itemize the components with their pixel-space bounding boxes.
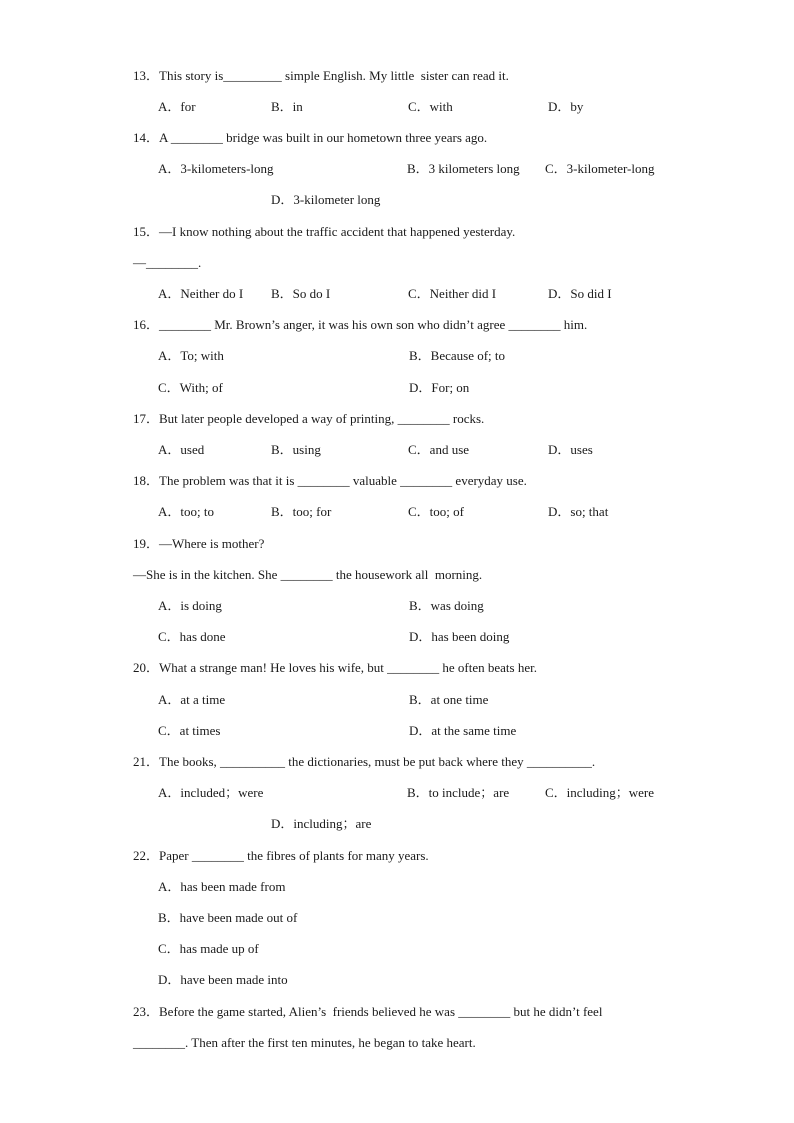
question-18-option-a[interactable]: A．too; to: [158, 504, 214, 519]
question-17-option-c[interactable]: C．and use: [408, 442, 470, 457]
question-20-option-b[interactable]: B．at one time: [409, 692, 489, 707]
question-22-option-a[interactable]: A．has been made from: [158, 879, 286, 894]
question-22-option-b[interactable]: B．have been made out of: [158, 910, 298, 925]
question-21-option-b[interactable]: B．to include；are: [407, 785, 510, 800]
question-21-option-a[interactable]: A．included；were: [158, 785, 264, 800]
question-22-stem: 22．Paper ________ the fibres of plants for many years.: [133, 848, 429, 863]
question-14-stem: 14．A ________ bridge was built in our hometown three years ago.: [133, 130, 488, 145]
question-16-stem: 16．________ Mr. Brown’s anger, it was his own son who didn’t agree ________ him.: [133, 317, 588, 332]
question-19-option-c[interactable]: C．has done: [158, 629, 226, 644]
question-16-option-a[interactable]: A．To; with: [158, 348, 224, 363]
question-15-option-b[interactable]: B．So do I: [271, 286, 331, 301]
question-14-option-b[interactable]: B．3 kilometers long: [407, 161, 520, 176]
question-15-option-d[interactable]: D．So did I: [548, 286, 612, 301]
question-17-option-a[interactable]: A．used: [158, 442, 205, 457]
question-17-option-d[interactable]: D．uses: [548, 442, 593, 457]
question-13-option-b[interactable]: B．in: [271, 99, 303, 114]
question-21-option-d[interactable]: D．including；are: [271, 816, 372, 831]
question-14-option-d[interactable]: D．3-kilometer long: [271, 192, 381, 207]
question-18-stem: 18．The problem was that it is ________ valuable ________ everyday use.: [133, 473, 527, 488]
question-20-option-d[interactable]: D．at the same time: [409, 723, 517, 738]
question-20-stem: 20．What a strange man! He loves his wife, but ________ he often beats her.: [133, 660, 537, 675]
question-16-option-d[interactable]: D．For; on: [409, 380, 470, 395]
question-19-option-b[interactable]: B．was doing: [409, 598, 484, 613]
question-13-option-a[interactable]: A．for: [158, 99, 196, 114]
question-21-option-c[interactable]: C．including；were: [545, 785, 655, 800]
question-19-option-a[interactable]: A．is doing: [158, 598, 222, 613]
question-18-option-b[interactable]: B．too; for: [271, 504, 332, 519]
question-15-stem: 15．—I know nothing about the traffic accident that happened yesterday.: [133, 224, 516, 239]
question-22-option-d[interactable]: D．have been made into: [158, 972, 288, 987]
question-23-stem: 23．Before the game started, Alien’s friends believed he was ________ but he didn’t feel: [133, 1004, 603, 1019]
question-15-option-c[interactable]: C．Neither did I: [408, 286, 497, 301]
question-15-response: —________.: [133, 255, 202, 270]
question-19-stem: 19．—Where is mother?: [133, 536, 265, 551]
question-13-stem: 13．This story is_________ simple English. My little sister can read it.: [133, 68, 509, 83]
question-16-option-b[interactable]: B．Because of; to: [409, 348, 506, 363]
question-14-option-a[interactable]: A．3-kilometers-long: [158, 161, 274, 176]
question-19-response: —She is in the kitchen. She ________ the housework all morning.: [133, 567, 483, 582]
question-17-option-b[interactable]: B．using: [271, 442, 321, 457]
question-15-option-a[interactable]: A．Neither do I: [158, 286, 244, 301]
question-21-stem: 21．The books, __________ the dictionaries, must be put back where they __________.: [133, 754, 596, 769]
question-13-option-c[interactable]: C．with: [408, 99, 453, 114]
question-19-option-d[interactable]: D．has been doing: [409, 629, 510, 644]
question-23-stem-continued: ________. Then after the first ten minutes, he began to take heart.: [133, 1035, 476, 1050]
question-18-option-d[interactable]: D．so; that: [548, 504, 609, 519]
question-13-option-d[interactable]: D．by: [548, 99, 584, 114]
question-14-option-c[interactable]: C．3-kilometer-long: [545, 161, 655, 176]
question-16-option-c[interactable]: C．With; of: [158, 380, 223, 395]
question-20-option-a[interactable]: A．at a time: [158, 692, 226, 707]
question-18-option-c[interactable]: C．too; of: [408, 504, 464, 519]
question-17-stem: 17．But later people developed a way of printing, ________ rocks.: [133, 411, 485, 426]
question-22-option-c[interactable]: C．has made up of: [158, 941, 259, 956]
question-20-option-c[interactable]: C．at times: [158, 723, 221, 738]
